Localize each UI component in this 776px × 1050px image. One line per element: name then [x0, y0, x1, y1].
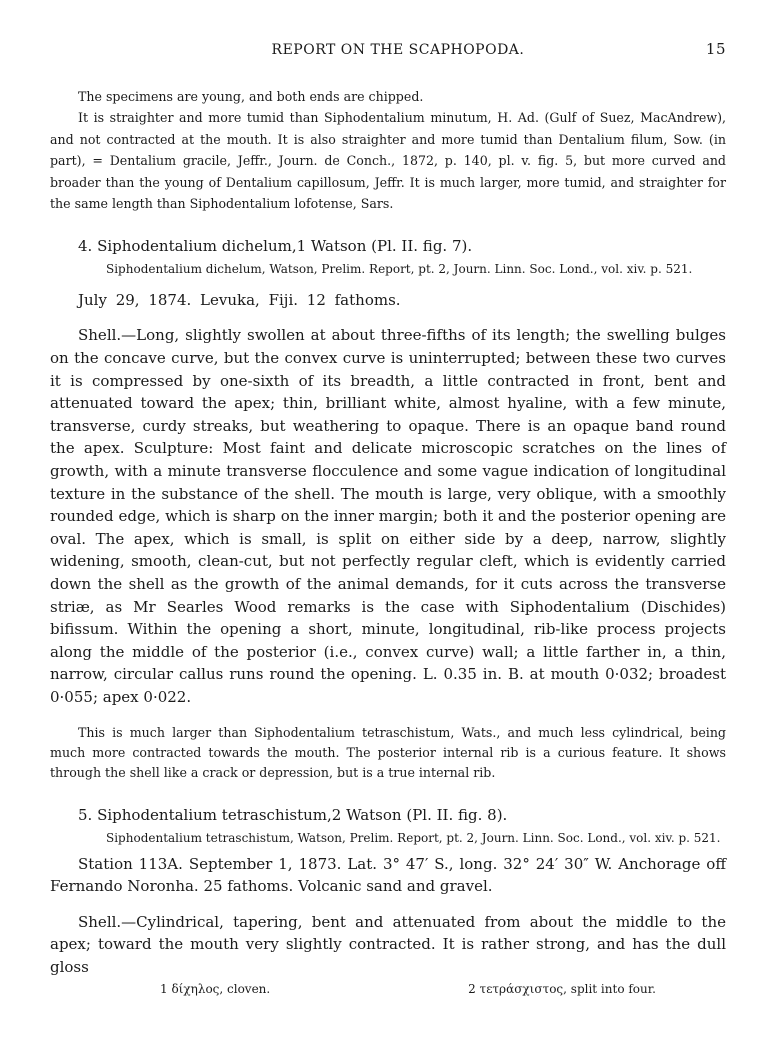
intro-paragraph-1: The specimens are young, and both ends are chipped. [78, 89, 424, 104]
running-header [50, 40, 726, 66]
footnote-1: 1 δίχηλος, cloven. [160, 982, 271, 997]
footnotes [160, 982, 656, 996]
page-number: 15 [705, 40, 726, 58]
species-5-heading: 5. Siphodentalium tetraschistum,2 Watson (Pl. II. fig. 8). [78, 805, 508, 824]
species-4-description: Shell.—Long, slightly swollen at about three-fifths of its length; the swelling bulges on the concave curve, but the convex curve is uninterrupted; between these two curves it is compressed by one-sixth of its breadth, a little contracted in front, bent and attenuated toward the apex; thin, brilliant white, almost hyaline, with a few minute, transverse, curdy streaks, but weathering to opaque. There is an opaque band round the apex. Sculpture: Most faint and delicate microscopic scratches on the lines of growth, with a minute transverse flocculence and some vague indication of longitudinal texture in the substance of the shell. The mouth is large, very oblique, with a smoothly rounded edge, which is sharp on the inner margin; both it and the posterior opening are oval. The apex, which is small, is split on either side by a deep, narrow, slightly widening, smooth, clean-cut, but not perfectly regular cleft, which is evidently carried down the shell as the growth of the animal demands, for it cuts across the transverse striæ, as Mr Searles Wood remarks is the case with Siphodentalium (Dischides) bifissum. Within the opening a short, minute, longitudinal, rib-like process projects along the middle of the posterior (i.e., convex curve) wall; a little farther in, a thin, narrow, circular callus runs round the opening. L. 0.35 in. B. at mouth 0·032; broadest 0·055; apex 0·022. [50, 326, 726, 706]
footnote-2: 2 τετράσχιστος, split into four. [468, 982, 656, 997]
species-5-locality: Station 113A. September 1, 1873. Lat. 3° 47′ S., long. 32° 24′ 30″ W. Anchorage off Fernando Noronha. 25 fathoms. Volcanic sand and gravel. [50, 854, 726, 895]
intro-paragraph-2: It is straighter and more tumid than Siphodentalium minutum, H. Ad. (Gulf of Suez, MacAndrew), and not contracted at the mouth. It is also straighter and more tumid than Dentalium filum, Sow. (in part), = Dentalium gracile, Jeffr., Journ. de Conch., 1872, p. 140, pl. v. fig. 5, but more curved and broader than the young of Dentalium capillosum, Jeffr. It is much larger, more tumid, and straighter for the same length than Siphodentalium lofotense, Sars. [50, 110, 726, 212]
species-4-heading: 4. Siphodentalium dichelum,1 Watson (Pl. II. fig. 7). [78, 237, 473, 256]
species-4-note: This is much larger than Siphodentalium tetraschistum, Wats., and much less cylindrical, being much more contracted towards the mouth. The posterior internal rib is a curious feature. It shows through the shell like a crack or depression, but is a true internal rib. [50, 724, 726, 780]
species-4-locality: July 29, 1874. Levuka, Fiji. 12 fathoms. [78, 291, 401, 310]
page [50, 40, 726, 996]
species-5-description: Shell.—Cylindrical, tapering, bent and attenuated from about the middle to the apex; toward the mouth very slightly contracted. It is rather strong, and has the dull gloss [50, 912, 726, 976]
running-title: REPORT ON THE SCAPHOPODA. [271, 42, 525, 58]
species-4-synonym: Siphodentalium dichelum, Watson, Prelim. Report, pt. 2, Journ. Linn. Soc. Lond., vol. xiv. p. 521. [106, 262, 693, 277]
species-5-synonym: Siphodentalium tetraschistum, Watson, Prelim. Report, pt. 2, Journ. Linn. Soc. Lond., vol. xiv. p. 521. [106, 830, 721, 845]
